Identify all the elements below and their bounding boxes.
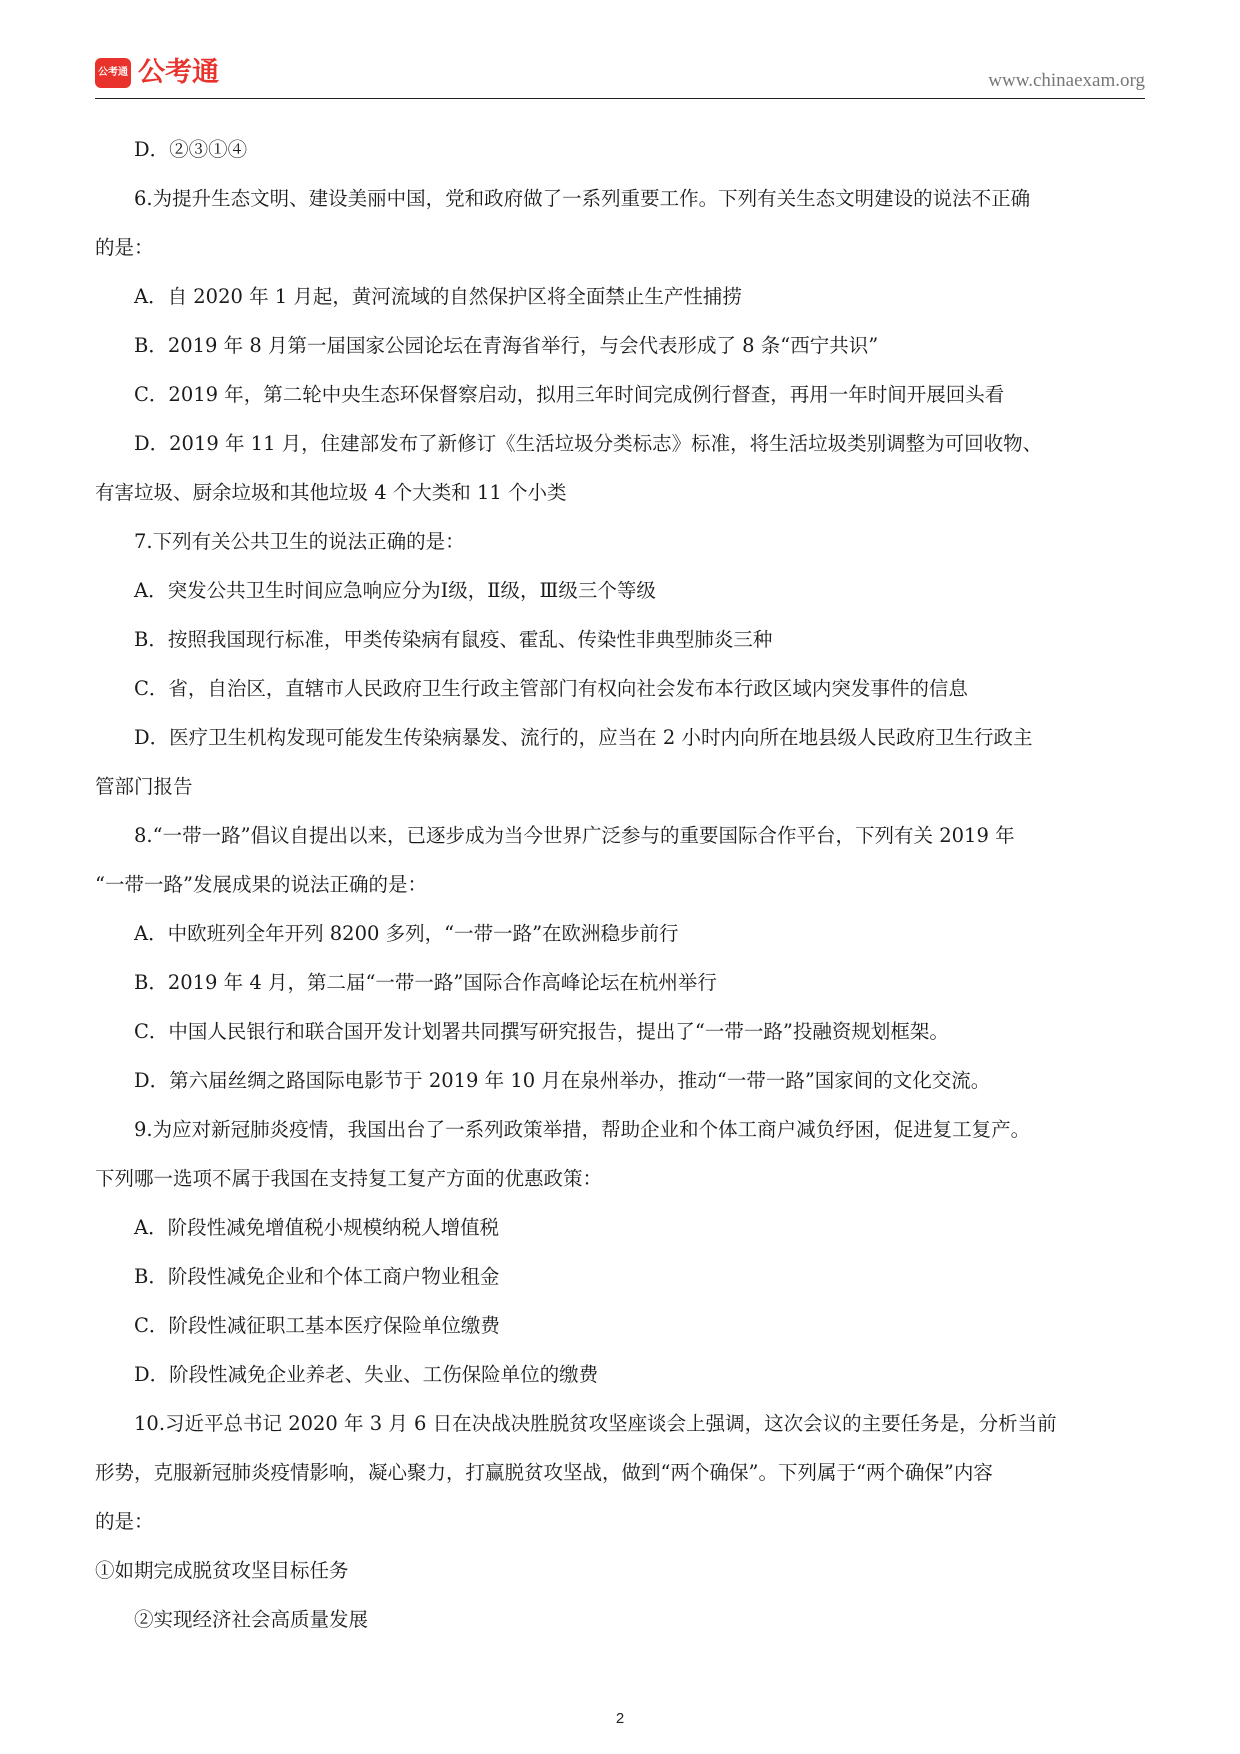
text-line: ①如期完成脱贫攻坚目标任务	[95, 1559, 349, 1582]
site-url[interactable]: www.chinaexam.org	[988, 70, 1145, 91]
text-line: C．中国人民银行和联合国开发计划署共同撰写研究报告，提出了“一带一路”投融资规划框架。	[134, 1020, 949, 1043]
logo-badge: 公考通	[95, 58, 131, 88]
text-line: 6.为提升生态文明、建设美丽中国，党和政府做了一系列重要工作。下列有关生态文明建设的说法不正确	[134, 187, 1031, 210]
text-line: D．②③①④	[134, 138, 248, 161]
text-line: 下列哪一选项不属于我国在支持复工复产方面的优惠政策：	[95, 1167, 603, 1190]
text-line: 的是：	[95, 236, 154, 259]
text-line: 10.习近平总书记 2020 年 3 月 6 日在决战决胜脱贫攻坚座谈会上强调，这次会议的主要任务是，分析当前	[134, 1412, 1057, 1435]
text-line: B．2019 年 8 月第一届国家公园论坛在青海省举行，与会代表形成了 8 条“西宁共识”	[134, 334, 879, 357]
document-body	[95, 125, 1145, 1644]
text-line: 8.“一带一路”倡议自提出以来，已逐步成为当今世界广泛参与的重要国际合作平台，下列有关 2019 年	[134, 824, 1015, 847]
text-line: 形势，克服新冠肺炎疫情影响，凝心聚力，打赢脱贫攻坚战，做到“两个确保”。下列属于“两个确保”内容	[95, 1461, 993, 1484]
text-line: A．阶段性减免增值税小规模纳税人增值税	[134, 1216, 500, 1239]
text-line: A．突发公共卫生时间应急响应分为Ⅰ级，Ⅱ级，Ⅲ级三个等级	[134, 579, 656, 602]
text-line: 的是：	[95, 1510, 154, 1533]
page-header	[95, 56, 1145, 99]
text-line: ②实现经济社会高质量发展	[134, 1608, 369, 1631]
text-line: D．2019 年 11 月，住建部发布了新修订《生活垃圾分类标志》标准，将生活垃圾类别调整为可回收物、	[134, 432, 1043, 455]
text-line: D．医疗卫生机构发现可能发生传染病暴发、流行的，应当在 2 小时内向所在地县级人民政府卫生行政主	[134, 726, 1033, 749]
text-line: A．自 2020 年 1 月起，黄河流域的自然保护区将全面禁止生产性捕捞	[134, 285, 742, 308]
text-line: B．按照我国现行标准，甲类传染病有鼠疫、霍乱、传染性非典型肺炎三种	[134, 628, 773, 651]
text-line: B．阶段性减免企业和个体工商户物业租金	[134, 1265, 500, 1288]
text-line: 管部门报告	[95, 775, 193, 798]
text-line: 有害垃圾、厨余垃圾和其他垃圾 4 个大类和 11 个小类	[95, 481, 567, 504]
logo-text: 公考通	[138, 57, 219, 88]
text-line: D．阶段性减免企业养老、失业、工伤保险单位的缴费	[134, 1363, 599, 1386]
text-line: C．省，自治区，直辖市人民政府卫生行政主管部门有权向社会发布本行政区域内突发事件的信息	[134, 677, 968, 700]
text-line: C．2019 年，第二轮中央生态环保督察启动，拟用三年时间完成例行督查，再用一年时间开展回头看	[134, 383, 1005, 406]
text-line: 7.下列有关公共卫生的说法正确的是：	[134, 530, 465, 553]
text-line: B．2019 年 4 月，第二届“一带一路”国际合作高峰论坛在杭州举行	[134, 971, 717, 994]
text-line: C．阶段性减征职工基本医疗保险单位缴费	[134, 1314, 500, 1337]
text-line: D．第六届丝绸之路国际电影节于 2019 年 10 月在泉州举办，推动“一带一路”国家间的文化交流。	[134, 1069, 991, 1092]
text-line: 9.为应对新冠肺炎疫情，我国出台了一系列政策举措，帮助企业和个体工商户减负纾困，促进复工复产。	[134, 1118, 1031, 1141]
page-number: 2	[615, 1710, 625, 1727]
text-line: A．中欧班列全年开列 8200 多列，“一带一路”在欧洲稳步前行	[134, 922, 679, 945]
text-line: “一带一路”发展成果的说法正确的是：	[95, 873, 427, 896]
